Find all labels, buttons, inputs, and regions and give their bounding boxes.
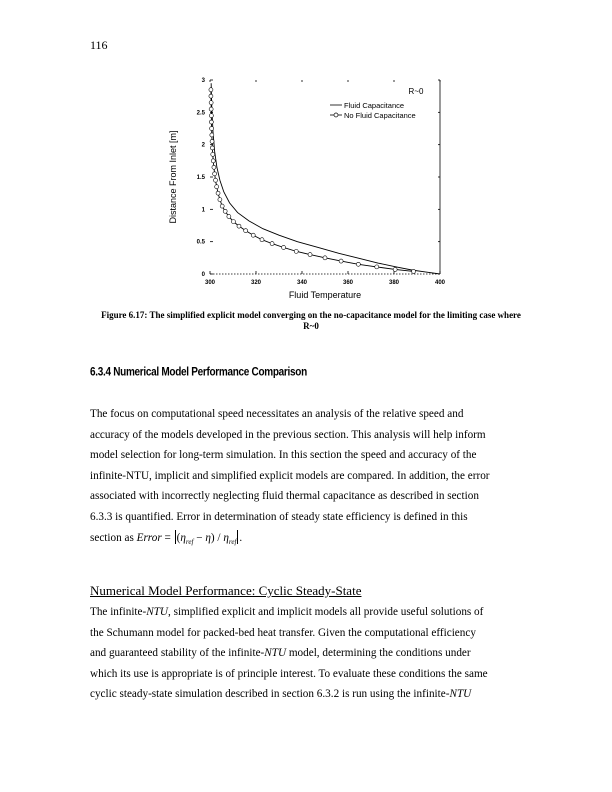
text-line: accuracy of the models developed in the previous section. This analysis will help inform — [90, 428, 486, 441]
x-tick-label: 320 — [250, 280, 262, 286]
y-tick-label: 2 — [201, 142, 205, 149]
data-point — [339, 259, 343, 263]
data-point — [375, 265, 379, 269]
data-point — [356, 262, 360, 266]
data-point — [251, 233, 255, 237]
data-point — [210, 146, 214, 150]
legend-label: Fluid Capacitance — [344, 101, 405, 110]
y-tick-label: 2.5 — [196, 110, 205, 117]
data-point — [213, 172, 217, 176]
data-point — [211, 152, 215, 156]
y-tick-label: 0.5 — [196, 239, 205, 246]
x-tick-label: 400 — [434, 280, 446, 286]
page-number: 116 — [90, 38, 108, 52]
x-tick-label: 340 — [296, 280, 308, 286]
data-point — [393, 267, 397, 271]
text-line: infinite-NTU, implicit and simplified explicit models are compared. In addition, the error — [90, 469, 490, 482]
x-tick-label: 380 — [388, 280, 400, 286]
paragraph-cyclic: The infinite-NTU, simplified explicit and implicit models all provide useful solutions of the Schumann model for packed-bed heat transfer. Given the computational efficiency and guaranteed stability of the infinite-NTU model, determining the conditions under which its use is appropriate is of principle interest. To evaluate these conditions the same cyclic steady-state simulation described in section 6.3.2 is run using the infinite-NTU — [90, 606, 488, 701]
legend-label: No Fluid Capacitance — [344, 111, 416, 120]
y-tick-label: 0 — [201, 272, 205, 278]
data-point — [308, 253, 312, 257]
data-point — [210, 139, 214, 143]
text-line: The focus on computational speed necessitates an analysis of the relative speed and — [90, 408, 464, 420]
data-point — [214, 178, 218, 182]
legend-marker — [334, 113, 338, 117]
data-point — [237, 224, 241, 228]
data-point — [209, 120, 213, 124]
y-tick-label: 3 — [201, 78, 205, 84]
figure-caption: Figure 6.17: The simplified explicit model converging on the no-capacitance model for the limiting case where R~0 — [101, 310, 521, 331]
data-point — [231, 220, 235, 224]
error-equation: Error = $(\eta_{ref} - \eta) / \eta_{ref}$ — [136, 531, 237, 546]
data-point — [212, 165, 216, 169]
subsection-heading: Numerical Model Performance: Cyclic Steady-State — [90, 583, 362, 598]
text-line: 6.3.3 is quantified. Error in determination of steady state efficiency is defined in this — [90, 510, 468, 523]
data-point — [223, 209, 227, 213]
section-heading: 6.3.4 Numerical Model Performance Comparison — [90, 366, 307, 379]
data-point — [270, 242, 274, 246]
data-point — [215, 185, 219, 189]
data-point — [220, 204, 224, 208]
line-chart — [160, 72, 460, 308]
data-point — [210, 133, 214, 137]
data-point — [210, 127, 214, 131]
data-point — [227, 214, 231, 218]
data-point — [244, 229, 248, 233]
data-point — [260, 238, 264, 242]
data-point — [209, 101, 213, 105]
x-tick-label: 300 — [204, 280, 216, 286]
figure-chart — [160, 72, 460, 308]
data-point — [209, 94, 213, 98]
paragraph-intro: The focus on computational speed necessitates an analysis of the relative speed and accuracy of the models developed in the previous section. This analysis will help inform model selection for long-term simulation. In this section the speed and accuracy of the infinite-NTU, implicit and simplified explicit models are compared. In addition, the error associated with incorrectly neglecting fluid thermal capacitance as described in section 6.3.3 is quantified. Error in determination of steady state efficiency is defined in this section as Error = $(\eta_{ref} - \eta) / \eta_{ref}$ . — [90, 408, 490, 546]
data-point — [412, 269, 416, 273]
data-point — [209, 107, 213, 111]
text-line: associated with incorrectly neglecting fluid thermal capacitance as described in section — [90, 490, 479, 503]
text-line: section as — [90, 531, 137, 544]
y-tick-label: 1 — [201, 207, 205, 214]
data-point — [218, 198, 222, 202]
data-point — [216, 191, 220, 195]
text-line: model selection for long-term simulation. In this section the speed and accuracy of the — [90, 449, 477, 462]
x-axis-label: Fluid Temperature — [288, 290, 362, 300]
data-point — [323, 256, 327, 260]
y-axis-label: Distance From Inlet [m] — [168, 130, 178, 224]
y-tick-label: 1.5 — [196, 175, 205, 181]
data-point — [294, 249, 298, 253]
data-point — [209, 114, 213, 118]
x-tick-label: 360 — [342, 280, 354, 286]
data-point — [282, 245, 286, 249]
data-point — [209, 88, 213, 92]
data-point — [211, 159, 215, 163]
chart-title: R~0 — [408, 87, 424, 96]
